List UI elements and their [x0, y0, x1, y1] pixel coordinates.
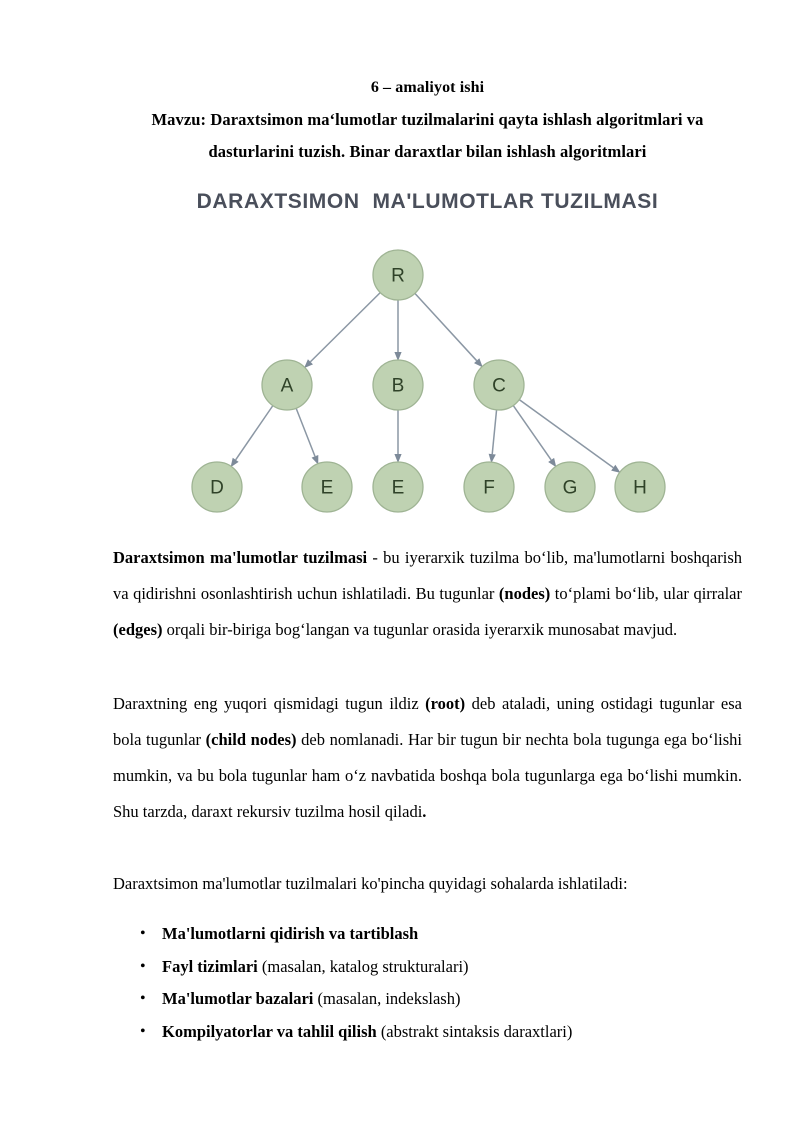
tree-edge [236, 406, 273, 460]
tree-diagram-svg [113, 230, 742, 530]
tree-nodes [192, 250, 665, 512]
paragraph-2-bold-period: . [422, 802, 427, 821]
paragraph-3-text: Daraxtsimon ma'lumotlar tuzilmalari ko'pincha quyidagi sohalarda ishlatiladi: [113, 874, 628, 893]
paragraph-2-bold-root: (root) [425, 694, 466, 713]
bullet-dot-icon: • [140, 990, 146, 1007]
tree-node-e [302, 462, 352, 512]
bullet-dot-icon: • [140, 957, 146, 975]
tree-node-label: C [492, 375, 506, 397]
tree-edge [513, 406, 551, 460]
paragraph-1-bold-nodes: (nodes) [498, 584, 551, 603]
arrow-head-icon [231, 458, 239, 467]
paragraph-1-bold-edges: (edges) [113, 620, 163, 639]
bullet-dot-icon: • [140, 1022, 146, 1040]
tree-node-r [373, 250, 423, 300]
heading-line-1: 6 – amaliyot ishi [370, 79, 485, 96]
paragraph-1-lead-bold: Daraxtsimon ma'lumotlar tuzilmasi [113, 548, 368, 567]
tree-node-f [464, 462, 514, 512]
paragraph-2-segment-2: deb ataladi, uning ostidagi tugunlar esa bola tugunlar [113, 694, 743, 749]
tree-diagram [113, 190, 742, 530]
paragraph-1-segment-2: to‘plami bo‘lib, ular qirralar [550, 584, 742, 603]
paragraph-usage-intro [113, 866, 742, 902]
list-item-title: Ma'lumotlar bazalari [162, 989, 314, 1008]
tree-node-label: D [210, 477, 224, 499]
list-item-title: Kompilyatorlar va tahlil qilish [162, 1021, 377, 1041]
tree-node-label: H [633, 477, 647, 499]
diagram-title: DARAXTSIMON MA'LUMOTLAR TUZILMASI [196, 190, 659, 213]
list-item [113, 951, 742, 984]
tree-node-label: F [483, 477, 495, 499]
arrow-head-icon [312, 455, 319, 465]
paragraph-1-segment-1: - bu iyerarxik tuzilma bo‘lib, ma'lumotlarni boshqarish va qidirishni osonlashtirish uchun ishlatiladi. Bu tugunlar [113, 548, 742, 603]
tree-node-d [192, 462, 242, 512]
paragraph-root-child [113, 686, 742, 830]
tree-node-a [262, 360, 312, 410]
document-heading [113, 72, 742, 168]
tree-node-g [545, 462, 595, 512]
heading-line-2: Mavzu: Daraxtsimon ma‘lumotlar tuzilmalarini qayta ishlash algoritmlari va [151, 110, 704, 129]
paragraph-1-segment-3: orqali bir-biriga bog‘langan va tugunlar orasida iyerarxik munosabat mavjud. [162, 620, 678, 639]
tree-node-h [615, 462, 665, 512]
tree-node-label: R [391, 265, 405, 287]
tree-edge [492, 410, 496, 454]
list-item-title: Fayl tizimlari [162, 956, 258, 976]
tree-node-label: A [280, 375, 294, 397]
tree-edge [415, 293, 477, 360]
arrow-head-icon [611, 465, 620, 473]
usage-bullet-list [113, 918, 742, 1048]
list-item-title: Ma'lumotlarni qidirish va tartiblash [162, 924, 419, 943]
paragraph-intro [113, 540, 742, 648]
list-item [113, 983, 742, 1016]
tree-node-b [373, 360, 423, 410]
tree-node-label: B [391, 375, 405, 397]
list-item-detail: (masalan, katalog strukturalari) [257, 956, 469, 976]
list-item [113, 1016, 742, 1049]
paragraph-1-text [113, 540, 742, 648]
paragraph-2-segment-1: Daraxtning eng yuqori qismidagi tugun ildiz [113, 694, 426, 713]
list-item-detail: (abstrakt sintaksis daraxtlari) [376, 1021, 573, 1041]
tree-node-e [373, 462, 423, 512]
heading-line-3: dasturlarini tuzish. Binar daraxtlar bilan ishlash algoritmlari [208, 142, 647, 161]
arrow-head-icon [548, 458, 556, 467]
tree-node-label: E [320, 477, 334, 499]
paragraph-2-text [113, 686, 742, 830]
paragraph-2-bold-child-nodes: (child nodes) [205, 730, 297, 749]
bullet-dot-icon: • [140, 925, 146, 942]
paragraph-2-segment-3: deb nomlanadi. Har bir tugun bir nechta bola tugunga ega bo‘lishi mumkin, va bu bola tugunlar ham o‘z navbatida boshqa bola tugunlarga ega bo‘lishi mumkin. Shu tarzda, daraxt rekursiv tuzilma hosil qiladi [113, 730, 742, 821]
list-item [113, 918, 742, 951]
tree-node-c [474, 360, 524, 410]
list-item-detail: (masalan, indekslash) [313, 989, 461, 1008]
tree-edge [310, 293, 380, 362]
tree-edge [296, 408, 315, 456]
tree-node-label: E [391, 477, 405, 499]
tree-node-label: G [562, 477, 578, 499]
